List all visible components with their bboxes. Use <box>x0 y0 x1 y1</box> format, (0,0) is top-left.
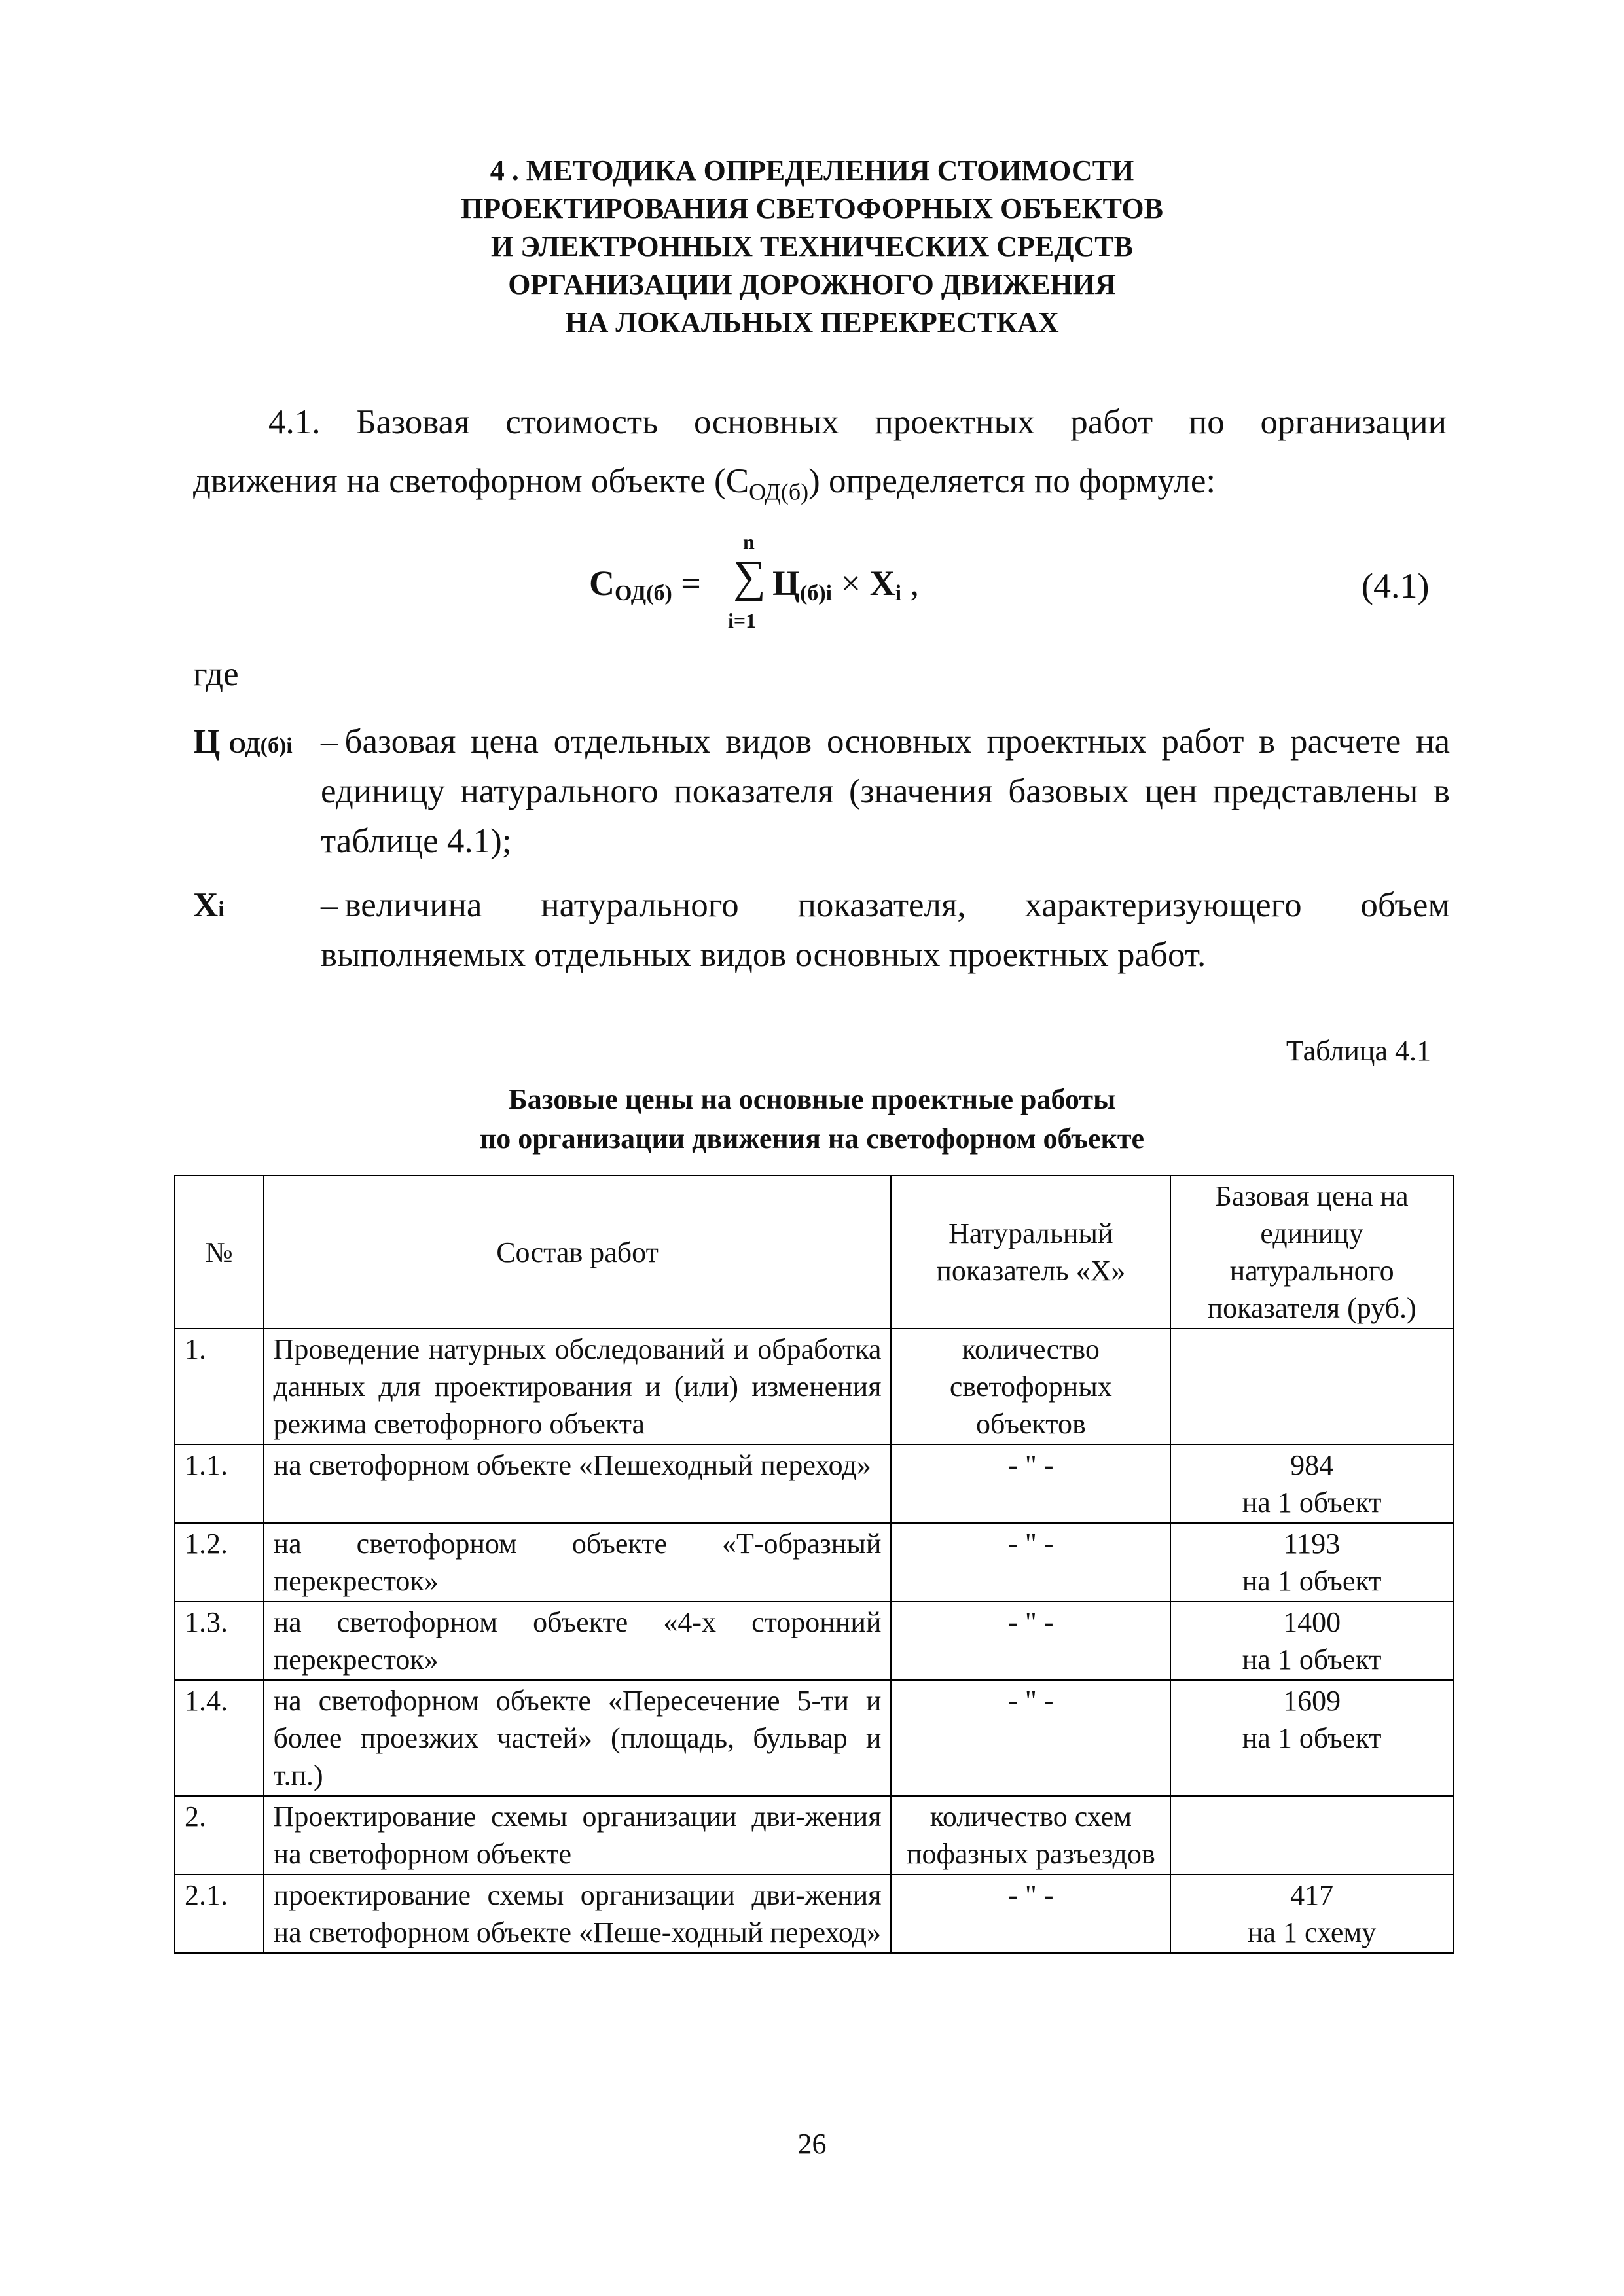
cell-price <box>1170 1329 1453 1444</box>
table-row <box>175 1444 1453 1523</box>
cell-price <box>1170 1796 1453 1874</box>
sum-lower-limit: i=1 <box>728 609 757 632</box>
intro-line-2-end: ) определяется по формуле: <box>808 462 1216 500</box>
price-unit: на 1 объект <box>1242 1486 1382 1518</box>
definitions-list <box>193 717 1450 994</box>
cell-work: на светофорном объекте «Пешеходный переход» <box>264 1444 892 1523</box>
cell-x: - " - <box>891 1680 1170 1796</box>
intro-line-2-start: движения на светофорном объекте (С <box>193 462 749 500</box>
heading-line: 4 . МЕТОДИКА ОПРЕДЕЛЕНИЯ СТОИМОСТИ <box>490 154 1134 187</box>
table-row <box>175 1796 1453 1874</box>
cell-no: 1.2. <box>175 1523 264 1602</box>
definition-item <box>193 717 1450 866</box>
cell-no: 1. <box>175 1329 264 1444</box>
definition-text: – базовая цена отдельных видов основных проектных работ в расчете на единицу натурального показателя (значения базовых цен представлены в таблице 4.1); <box>321 723 1450 860</box>
price-unit: на 1 схему <box>1247 1916 1377 1948</box>
header-price: Базовая цена на единицу натурального показателя (руб.) <box>1170 1175 1453 1329</box>
table-title-line: по организации движения на светофорном объекте <box>479 1122 1145 1155</box>
cell-no: 1.1. <box>175 1444 264 1523</box>
price-unit: на 1 объект <box>1242 1722 1382 1754</box>
cell-x: - " - <box>891 1444 1170 1523</box>
cell-work: на светофорном объекте «Т-образный перекресток» <box>264 1523 892 1602</box>
section-heading <box>0 152 1624 342</box>
table-row <box>175 1602 1453 1680</box>
cell-price <box>1170 1523 1453 1602</box>
where-label: где <box>193 655 239 693</box>
cell-x: - " - <box>891 1523 1170 1602</box>
intro-line-1: 4.1. Базовая стоимость основных проектных работ по организации <box>268 403 1447 441</box>
definition-item <box>193 880 1450 980</box>
heading-line: И ЭЛЕКТРОННЫХ ТЕХНИЧЕСКИХ СРЕДСТВ <box>491 230 1133 262</box>
price-unit: на 1 объект <box>1242 1565 1382 1597</box>
heading-line: ОРГАНИЗАЦИИ ДОРОЖНОГО ДВИЖЕНИЯ <box>508 268 1116 300</box>
cell-price <box>1170 1602 1453 1680</box>
price-value: 417 <box>1290 1879 1334 1911</box>
formula-4-1 <box>576 530 1430 635</box>
formula-rhs: $Ц_{(б)i} \times X_i$ , <box>772 564 920 605</box>
cell-work: на светофорном объекте «Пересечение 5-ти и более проезжих частей» (площадь, бульвар и т.п.) <box>264 1680 892 1796</box>
heading-line: НА ЛОКАЛЬНЫХ ПЕРЕКРЕСТКАХ <box>565 306 1059 338</box>
cell-x: - " - <box>891 1874 1170 1953</box>
cell-x: количество светофорных объектов <box>891 1329 1170 1444</box>
table-header-row <box>175 1175 1453 1329</box>
cell-work: Проведение натурных обследований и обработка данных для проектирования и (или) изменения режима светофорного объекта <box>264 1329 892 1444</box>
definition-text: – величина натурального показателя, характеризующего объем выполняемых отдельных видов основных проектных работ. <box>321 886 1450 974</box>
price-unit: на 1 объект <box>1242 1643 1382 1676</box>
intro-paragraph <box>193 393 1447 522</box>
definition-symbol: Xi <box>193 886 225 924</box>
cell-x: количество схем пофазных разъездов <box>891 1796 1170 1874</box>
cell-work: проектирование схемы организации дви-жения на светофорном объекте «Пеше-ходный переход» <box>264 1874 892 1953</box>
page-number: 26 <box>797 2128 827 2160</box>
intro-line-2-sub: ОД(б) <box>749 478 809 505</box>
table-row <box>175 1874 1453 1953</box>
definition-symbol: Ц ОД(б)i <box>193 723 293 761</box>
table-title-line: Базовые цены на основные проектные работы <box>508 1083 1116 1115</box>
price-value: 1400 <box>1283 1606 1341 1638</box>
heading-line: ПРОЕКТИРОВАНИЯ СВЕТОФОРНЫХ ОБЪЕКТОВ <box>461 192 1163 224</box>
price-value: 1193 <box>1283 1528 1341 1560</box>
price-value: 1609 <box>1283 1685 1341 1717</box>
table-row <box>175 1523 1453 1602</box>
cell-work: на светофорном объекте «4-х сторонний перекресток» <box>264 1602 892 1680</box>
table-body <box>175 1329 1453 1953</box>
cell-price <box>1170 1680 1453 1796</box>
cell-price <box>1170 1444 1453 1523</box>
cell-no: 2.1. <box>175 1874 264 1953</box>
cell-work: Проектирование схемы организации дви-жения на светофорном объекте <box>264 1796 892 1874</box>
table-title <box>0 1080 1624 1158</box>
cell-no: 1.3. <box>175 1602 264 1680</box>
table-row <box>175 1680 1453 1796</box>
formula-number: (4.1) <box>1362 566 1430 605</box>
sum-symbol: ∑ <box>733 552 766 602</box>
cell-no: 2. <box>175 1796 264 1874</box>
cell-price <box>1170 1874 1453 1953</box>
header-work: Состав работ <box>264 1175 892 1329</box>
sum-upper-limit: n <box>743 530 755 554</box>
table-row <box>175 1329 1453 1444</box>
formula-lhs: $С_{ОД(б)}$ = <box>589 564 702 605</box>
header-no: № <box>175 1175 264 1329</box>
price-value: 984 <box>1290 1449 1334 1481</box>
table-label: Таблица 4.1 <box>1286 1035 1431 1067</box>
base-prices-table <box>174 1175 1454 1954</box>
header-x: Натуральный показатель «X» <box>891 1175 1170 1329</box>
cell-no: 1.4. <box>175 1680 264 1796</box>
cell-x: - " - <box>891 1602 1170 1680</box>
